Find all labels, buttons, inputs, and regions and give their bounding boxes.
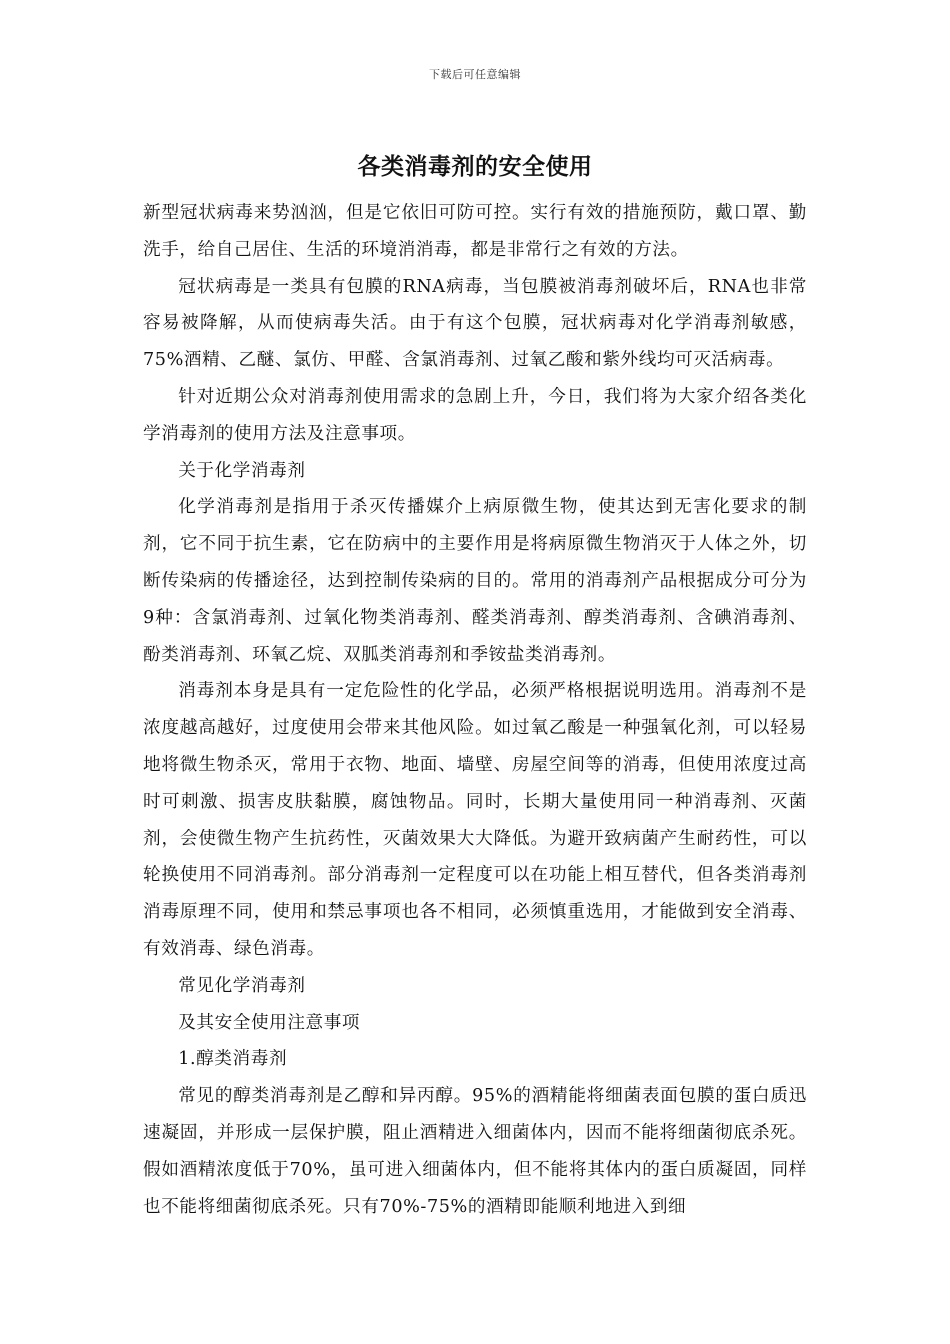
section-heading: 常见化学消毒剂 [178, 975, 306, 996]
paragraph: 针对近期公众对消毒剂使用需求的急剧上升，今日，我们将为大家介绍各类化学消毒剂的使用方法及注意事项。 [143, 386, 807, 444]
document-title: 各类消毒剂的安全使用 [357, 153, 593, 180]
paragraph-intro: 新型冠状病毒来势汹汹，但是它依旧可防可控。实行有效的措施预防，戴口罩、勤洗手，给自己居住、生活的环境消消毒，都是非常行之有效的方法。 [143, 203, 807, 260]
subsection-heading: 1.醇类消毒剂 [178, 1049, 288, 1070]
section-heading: 关于化学消毒剂 [178, 460, 306, 481]
paragraph: 常见的醇类消毒剂是乙醇和异丙醇。95%的酒精能将细菌表面包膜的蛋白质迅速凝固，并形成一层保护膜，阻止酒精进入细菌体内，因而不能将细菌彻底杀死。假如酒精浓度低于70%，虽可进入细菌体内，但不能将其体内的蛋白质凝固，同样也不能将细菌彻底杀死。只有70%-75%的酒精即能顺利地进入到细 [143, 1086, 807, 1217]
header-note: 下载后可任意编辑 [429, 68, 521, 81]
section-heading: 及其安全使用注意事项 [178, 1012, 361, 1033]
document-body [143, 195, 807, 1225]
paragraph: 冠状病毒是一类具有包膜的RNA病毒，当包膜被消毒剂破坏后，RNA也非常容易被降解，从而使病毒失活。由于有这个包膜，冠状病毒对化学消毒剂敏感，75%酒精、乙醚、氯仿、甲醛、含氯消毒剂、过氧乙酸和紫外线均可灭活病毒。 [143, 276, 807, 371]
paragraph: 消毒剂本身是具有一定危险性的化学品，必须严格根据说明选用。消毒剂不是浓度越高越好，过度使用会带来其他风险。如过氧乙酸是一种强氧化剂，可以轻易地将微生物杀灭，常用于衣物、地面、墙壁、房屋空间等的消毒，但使用浓度过高时可刺激、损害皮肤黏膜，腐蚀物品。同时，长期大量使用同一种消毒剂、灭菌剂，会使微生物产生抗药性，灭菌效果大大降低。为避开致病菌产生耐药性，可以轮换使用不同消毒剂。部分消毒剂一定程度可以在功能上相互替代，但各类消毒剂消毒原理不同，使用和禁忌事项也各不相同，必须慎重选用，才能做到安全消毒、有效消毒、绿色消毒。 [143, 681, 807, 959]
paragraph: 化学消毒剂是指用于杀灭传播媒介上病原微生物，使其达到无害化要求的制剂，它不同于抗生素，它在防病中的主要作用是将病原微生物消灭于人体之外，切断传染病的传播途径，达到控制传染病的目的。常用的消毒剂产品根据成分可分为9种：含氯消毒剂、过氧化物类消毒剂、醛类消毒剂、醇类消毒剂、含碘消毒剂、酚类消毒剂、环氧乙烷、双胍类消毒剂和季铵盐类消毒剂。 [143, 497, 807, 665]
